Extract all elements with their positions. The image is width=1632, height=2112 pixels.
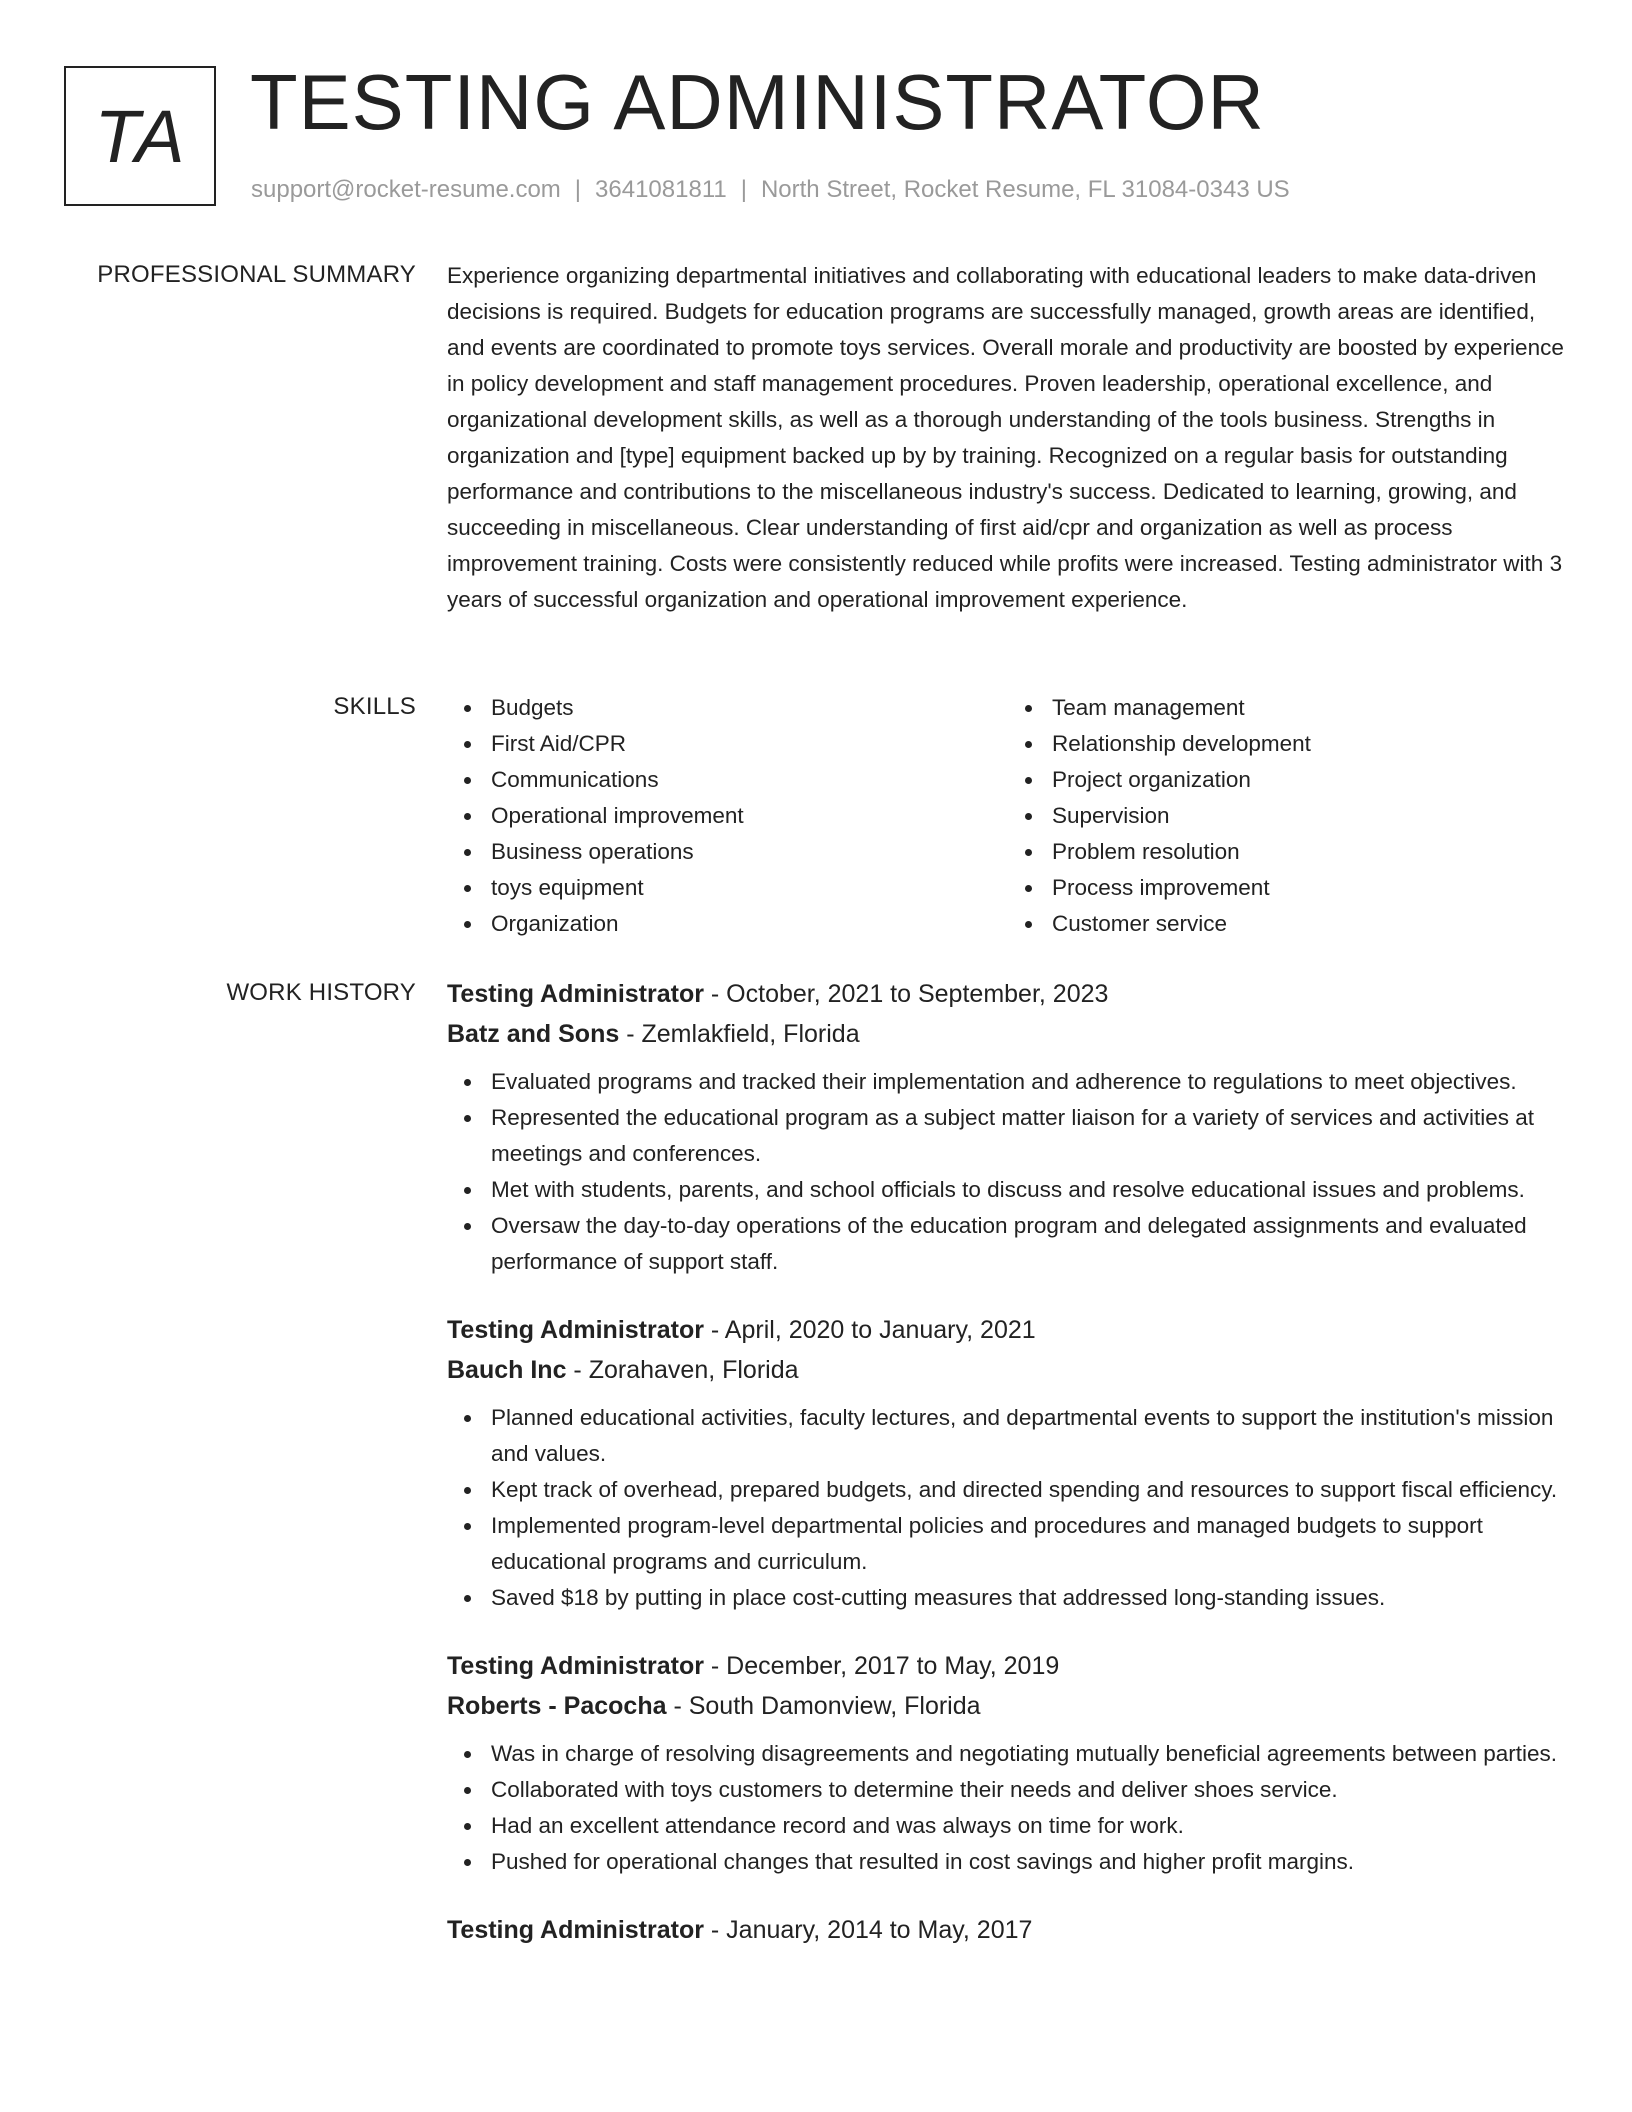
resume-name-heading: TESTING ADMINISTRATOR — [250, 58, 1265, 146]
job-title: Testing Administrator — [447, 1652, 704, 1680]
contact-line — [251, 174, 1290, 206]
contact-separator: | — [740, 176, 747, 203]
duty-item: Oversaw the day-to-day operations of the education program and delegated assignments and evaluated performance of support staff. — [491, 1208, 1569, 1280]
job-title: Testing Administrator — [447, 980, 704, 1008]
skill-item: Budgets — [491, 690, 1008, 726]
skill-item: Problem resolution — [1052, 834, 1569, 870]
job-company: Roberts - Pacocha — [447, 1692, 667, 1720]
skill-item: Project organization — [1052, 762, 1569, 798]
contact-phone: 3641081811 — [595, 176, 727, 203]
duty-item: Planned educational activities, faculty lectures, and departmental events to support the institution's mission and values. — [491, 1400, 1569, 1472]
work-history-body — [447, 974, 1569, 1980]
summary-label: PROFESSIONAL SUMMARY — [97, 261, 416, 288]
job-company-line — [447, 1686, 1569, 1726]
job-entry — [447, 1646, 1569, 1880]
skills-list-left — [447, 690, 1008, 942]
skill-item: Customer service — [1052, 906, 1569, 942]
job-dates: - April, 2020 to January, 2021 — [703, 1316, 1036, 1344]
job-location: - Zorahaven, Florida — [566, 1356, 799, 1384]
job-title-line — [447, 1910, 1569, 1950]
summary-text: Experience organizing departmental initiatives and collaborating with educational leaders to make data-driven decisions is required. Budgets for education programs are successfully managed, growth areas are identified, and events are coordinated to promote toys services. Overall morale and productivity are boosted by experience in policy development and staff management procedures. Proven leadership, operational excellence, and organizational development skills, as well as a thorough understanding of the tools business. Strengths in organization and [type] equipment backed up by by training. Recognized on a regular basis for outstanding performance and contributions to the miscellaneous industry's success. Dedicated to learning, growing, and succeeding in miscellaneous. Clear understanding of first aid/cpr and organization as well as process improvement training. Costs were consistently reduced while profits were increased. Testing administrator with 3 years of successful organization and operational improvement experience. — [447, 263, 1564, 612]
duty-item: Kept track of overhead, prepared budgets, and directed spending and resources to support fiscal efficiency. — [491, 1472, 1569, 1508]
job-title: Testing Administrator — [447, 1316, 704, 1344]
skills-label: SKILLS — [333, 693, 416, 720]
skill-item: First Aid/CPR — [491, 726, 1008, 762]
duty-item: Represented the educational program as a subject matter liaison for a variety of services and activities at meetings and conferences. — [491, 1100, 1569, 1172]
skill-item: Operational improvement — [491, 798, 1008, 834]
job-company: Bauch Inc — [447, 1356, 567, 1384]
contact-email: support@rocket-resume.com — [251, 176, 561, 203]
skill-item: Communications — [491, 762, 1008, 798]
job-title-line — [447, 1646, 1569, 1686]
duty-item: Was in charge of resolving disagreements and negotiating mutually beneficial agreements between parties. — [491, 1736, 1569, 1772]
duty-item: Saved $18 by putting in place cost-cutting measures that addressed long-standing issues. — [491, 1580, 1569, 1616]
duty-item: Met with students, parents, and school officials to discuss and resolve educational issues and problems. — [491, 1172, 1569, 1208]
duty-item: Implemented program-level departmental policies and procedures and managed budgets to support educational programs and curriculum. — [491, 1508, 1569, 1580]
contact-separator: | — [574, 176, 582, 203]
job-title-line — [447, 974, 1569, 1014]
summary-body — [447, 258, 1569, 618]
duty-item: Evaluated programs and tracked their implementation and adherence to regulations to meet objectives. — [491, 1064, 1569, 1100]
job-duties-list — [447, 1736, 1569, 1880]
skills-body — [447, 690, 1569, 942]
job-entry — [447, 1310, 1569, 1616]
skill-item: Team management — [1052, 690, 1569, 726]
skill-item: Process improvement — [1052, 870, 1569, 906]
skill-item: toys equipment — [491, 870, 1008, 906]
job-company: Batz and Sons — [447, 1020, 620, 1048]
job-title-line — [447, 1310, 1569, 1350]
job-company-line — [447, 1014, 1569, 1054]
monogram-initials: TA — [94, 94, 186, 178]
job-entry — [447, 1910, 1569, 1950]
skills-columns — [447, 690, 1569, 942]
job-location: - Zemlakfield, Florida — [619, 1020, 860, 1048]
work-history-label: WORK HISTORY — [226, 979, 416, 1006]
skill-item: Organization — [491, 906, 1008, 942]
skill-item: Relationship development — [1052, 726, 1569, 762]
monogram-box — [64, 66, 216, 206]
job-duties-list — [447, 1064, 1569, 1280]
skill-item: Supervision — [1052, 798, 1569, 834]
skills-list-right — [1008, 690, 1569, 942]
job-title: Testing Administrator — [447, 1916, 704, 1944]
job-duties-list — [447, 1400, 1569, 1616]
job-dates: - January, 2014 to May, 2017 — [703, 1916, 1033, 1944]
job-dates: - December, 2017 to May, 2019 — [703, 1652, 1060, 1680]
duty-item: Had an excellent attendance record and was always on time for work. — [491, 1808, 1569, 1844]
job-entry — [447, 974, 1569, 1280]
contact-address: North Street, Rocket Resume, FL 31084-0343 US — [760, 176, 1290, 203]
skill-item: Business operations — [491, 834, 1008, 870]
duty-item: Collaborated with toys customers to determine their needs and deliver shoes service. — [491, 1772, 1569, 1808]
job-company-line — [447, 1350, 1569, 1390]
job-dates: - October, 2021 to September, 2023 — [703, 980, 1109, 1008]
duty-item: Pushed for operational changes that resulted in cost savings and higher profit margins. — [491, 1844, 1569, 1880]
job-location: - South Damonview, Florida — [666, 1692, 981, 1720]
